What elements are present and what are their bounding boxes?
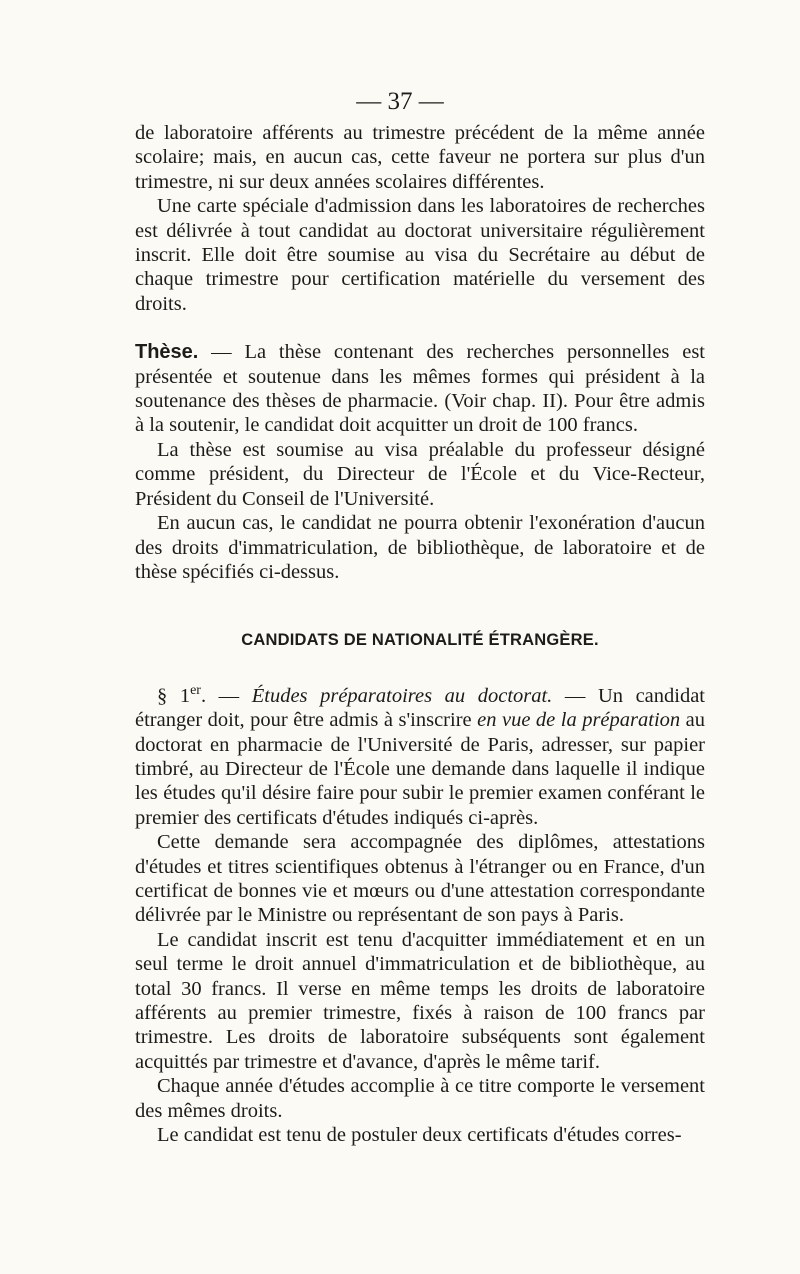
paragraph-these: [135, 340, 705, 438]
section-mark: § 1: [157, 684, 191, 707]
paragraph-certificats: Le candidat est tenu de postuler deux certificats d'études corres-: [157, 1124, 682, 1147]
page-number: — 37 —: [356, 88, 444, 115]
paragraph-section-1: [135, 684, 705, 830]
paragraph-exoneration: En aucun cas, le candidat ne pourra obtenir l'exonération d'aucun des droits d'immatriculation, de bibliothèque, de laboratoire et de thèse spécifiés ci-dessus.: [135, 512, 705, 583]
section-mark-sup: er: [190, 682, 201, 698]
paragraph-annee-etudes: Chaque année d'études accomplie à ce titre comporte le versement des mêmes droits.: [135, 1075, 705, 1122]
section-title: Études préparatoires au doctorat.: [251, 684, 553, 707]
paragraph-visa-these: La thèse est soumise au visa préalable du professeur désigné comme président, du Directeur de l'École et du Vice-Recteur, Président du Conseil de l'Université.: [135, 438, 705, 510]
these-text: — La thèse contenant des recherches personnelles est présentée et soutenue dans les mêmes formes qui président à la soutenance des thèses de pharmacie. (Voir chap. II). Pour être admis à la soutenir, le candidat doit acquitter un droit de 100 francs.: [135, 341, 705, 437]
paragraph-droits: Le candidat inscrit est tenu d'acquitter immédiatement et en un seul terme le droit annuel d'immatriculation et de bibliothèque, au total 30 francs. Il verse en même temps les droits de laboratoire afférents au premier trimestre, fixés à raison de 100 francs par trimestre. Les droits de laboratoire subséquents sont également acquittés par trimestre et d'avance, d'après le même tarif.: [135, 928, 705, 1073]
section-dash-2: — Un candidat étranger doit, pour être admis à s'inscrire: [135, 684, 706, 732]
section-italic-phrase: en vue de la préparation: [477, 709, 681, 732]
paragraph-carte-speciale: Une carte spéciale d'admission dans les laboratoires de recherches est délivrée à tout candidat au doctorat universitaire régulièrement inscrit. Elle doit être soumise au visa du Secrétaire au début de chaque trimestre pour certification matérielle du versement des droits.: [135, 195, 705, 315]
section-heading: CANDIDATS DE NATIONALITÉ ÉTRANGÈRE.: [241, 631, 599, 650]
paragraph-continuation: de laboratoire afférents au trimestre précédent de la même année scolaire; mais, en aucun cas, cette faveur ne portera sur plus d'un trimestre, ni sur deux années scolaires différentes.: [135, 122, 705, 193]
section-rest: au doctorat en pharmacie de l'Université de Paris, adresser, sur papier timbré, au Directeur de l'École une demande dans laquelle il indique les études qu'il désire faire pour subir le premier examen conférant le premier des certificats d'études indiqués ci-après.: [135, 709, 705, 829]
these-lead: Thèse.: [135, 341, 199, 364]
page-body: [135, 121, 705, 1147]
paragraph-diplomes: Cette demande sera accompagnée des diplômes, attestations d'études et titres scientifiques obtenus à l'étranger ou en France, d'un certificat de bonnes vie et mœurs ou d'une attestation correspondante délivrée par le Ministre ou représentant de son pays à Paris.: [135, 831, 705, 927]
section-dash-1: . —: [200, 684, 252, 707]
